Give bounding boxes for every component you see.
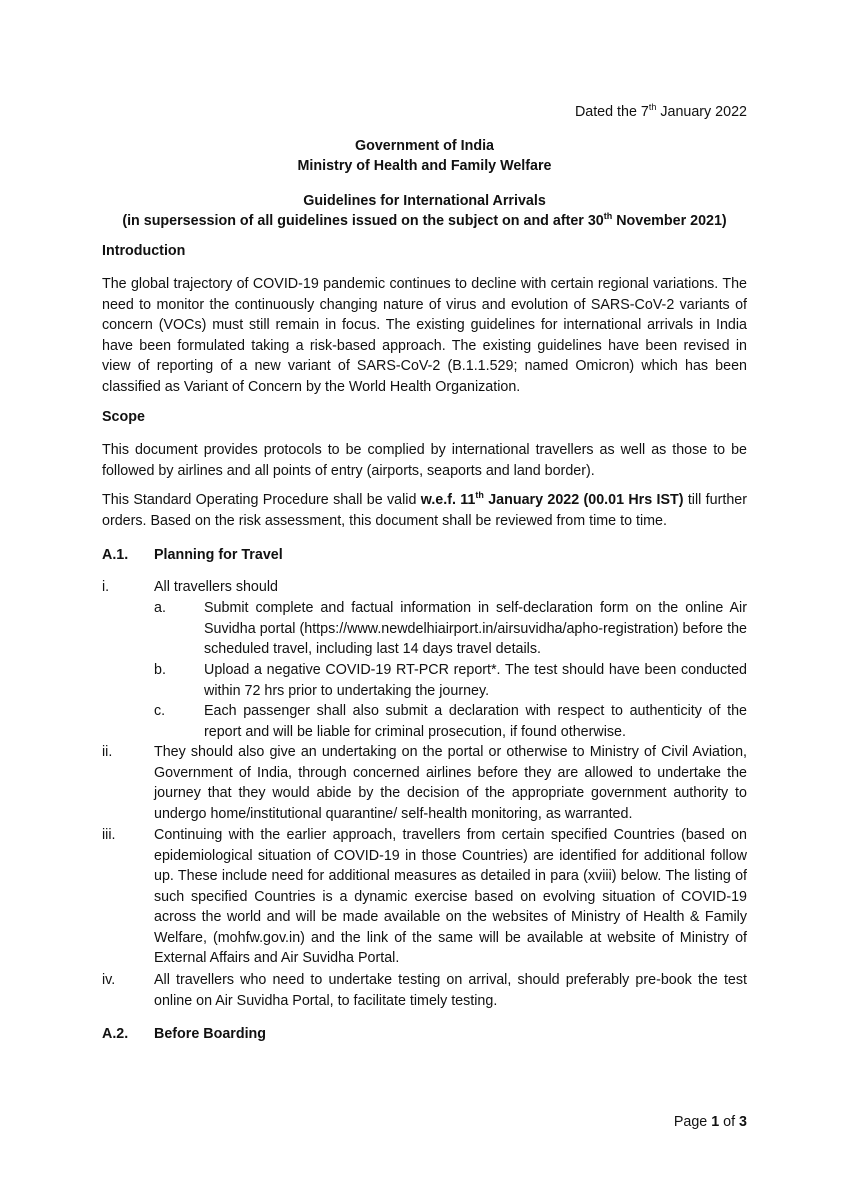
page-current: 1 bbox=[711, 1114, 720, 1130]
subtitle-ordinal: th bbox=[603, 211, 613, 222]
date-ordinal: th bbox=[648, 102, 657, 113]
section-a1-number: A.1. bbox=[102, 547, 129, 563]
sop-text: This Standard Operating Procedure shall be valid bbox=[102, 492, 421, 508]
scope-heading: Scope bbox=[102, 409, 145, 425]
sop-validity-paragraph bbox=[102, 490, 747, 531]
subtitle-text: (in supersession of all guidelines issued on the subject on and after 30 bbox=[122, 213, 604, 229]
org-line-1: Government of India bbox=[354, 138, 494, 154]
list-item: All travellers should bbox=[154, 579, 278, 595]
document-subtitle bbox=[0, 211, 849, 232]
sop-text-end: till further orders. Based on the risk assessment, this document shall be reviewed from time to time. bbox=[102, 492, 747, 529]
page-total: 3 bbox=[739, 1114, 747, 1130]
sop-effective-date: w.e.f. 11 bbox=[420, 492, 476, 508]
item-number: ii. bbox=[102, 744, 113, 760]
subtitle-suffix: November 2021) bbox=[612, 213, 727, 229]
page-label: Page bbox=[673, 1114, 712, 1130]
document-date bbox=[575, 102, 747, 123]
subitem: Each passenger shall also submit a declaration with respect to authenticity of the report and will be liable for criminal prosecution, if found otherwise. bbox=[204, 703, 747, 740]
date-text: Dated the 7 bbox=[574, 104, 649, 120]
org-line-2: Ministry of Health and Family Welfare bbox=[297, 158, 552, 174]
list-item: Continuing with the earlier approach, travellers from certain specified Countries (based on epidemiological situation of COVID-19 in those Countries) are identified for additional follow up. These include need for additional measures as detailed in para (xviii) below. The listing of such specified Countries is a dynamic exercise based on evolving situation of COVID-19 across the world and will be made available on the websites of Ministry of Health & Family Welfare, (mohfw.gov.in) and the link of the same will be available at website of Ministry of External Affairs and Air Suvidha Portal. bbox=[154, 827, 747, 966]
date-month-year: January 2022 bbox=[656, 104, 747, 120]
introduction-paragraph: The global trajectory of COVID-19 pandemic continues to decline with certain regional variations. The need to monitor the continuously changing nature of virus and evolution of SARS-CoV-2 variants of concern (VOCs) must still remain in focus. The existing guidelines for international arrivals in India have been formulated taking a risk-based approach. The existing guidelines have been revised in view of reporting of a new variant of SARS-CoV-2 (B.1.1.529; named Omicron) which has been classified as Variant of Concern by the World Health Organization. bbox=[102, 276, 747, 395]
item-number: iii. bbox=[102, 827, 116, 843]
page-number bbox=[674, 1112, 747, 1133]
sop-date-ordinal: th bbox=[475, 490, 484, 501]
item-number: i. bbox=[102, 579, 110, 595]
page-of: of bbox=[719, 1114, 740, 1130]
scope-paragraph: This document provides protocols to be complied by international travellers as well as those to be followed by airlines and all points of entry (airports, seaports and land border). bbox=[102, 442, 747, 479]
subitem-number: c. bbox=[154, 703, 166, 719]
list-item: They should also give an undertaking on the portal or otherwise to Ministry of Civil Aviation, Government of India, through concerned airlines before they are allowed to undertake the journey that they would abide by the decision of the appropriate government authority to undergo home/institutional quarantine/ self-health monitoring, as warranted. bbox=[154, 744, 747, 822]
list-item: All travellers who need to undertake testing on arrival, should preferably pre-book the test online on Air Suvidha Portal, to facilitate timely testing. bbox=[154, 972, 747, 1009]
subitem: Submit complete and factual information in self-declaration form on the online Air Suvidha portal (https://www.newdelhiairport.in/airsuvidha/apho-registration) before the scheduled travel, including last 14 days travel details. bbox=[204, 600, 747, 657]
document-title: Guidelines for International Arrivals bbox=[303, 193, 546, 209]
subitem-number: b. bbox=[154, 662, 166, 678]
section-a2-title: Before Boarding bbox=[154, 1026, 267, 1042]
sop-effective-time: January 2022 (00.01 Hrs IST) bbox=[483, 492, 684, 508]
subitem: Upload a negative COVID-19 RT-PCR report*. The test should have been conducted within 72 hrs prior to undertaking the journey. bbox=[204, 662, 747, 699]
item-number: iv. bbox=[102, 972, 116, 988]
subitem-number: a. bbox=[154, 600, 166, 616]
section-a2-number: A.2. bbox=[102, 1026, 129, 1042]
introduction-heading: Introduction bbox=[102, 243, 186, 259]
section-a1-title: Planning for Travel bbox=[154, 547, 283, 563]
